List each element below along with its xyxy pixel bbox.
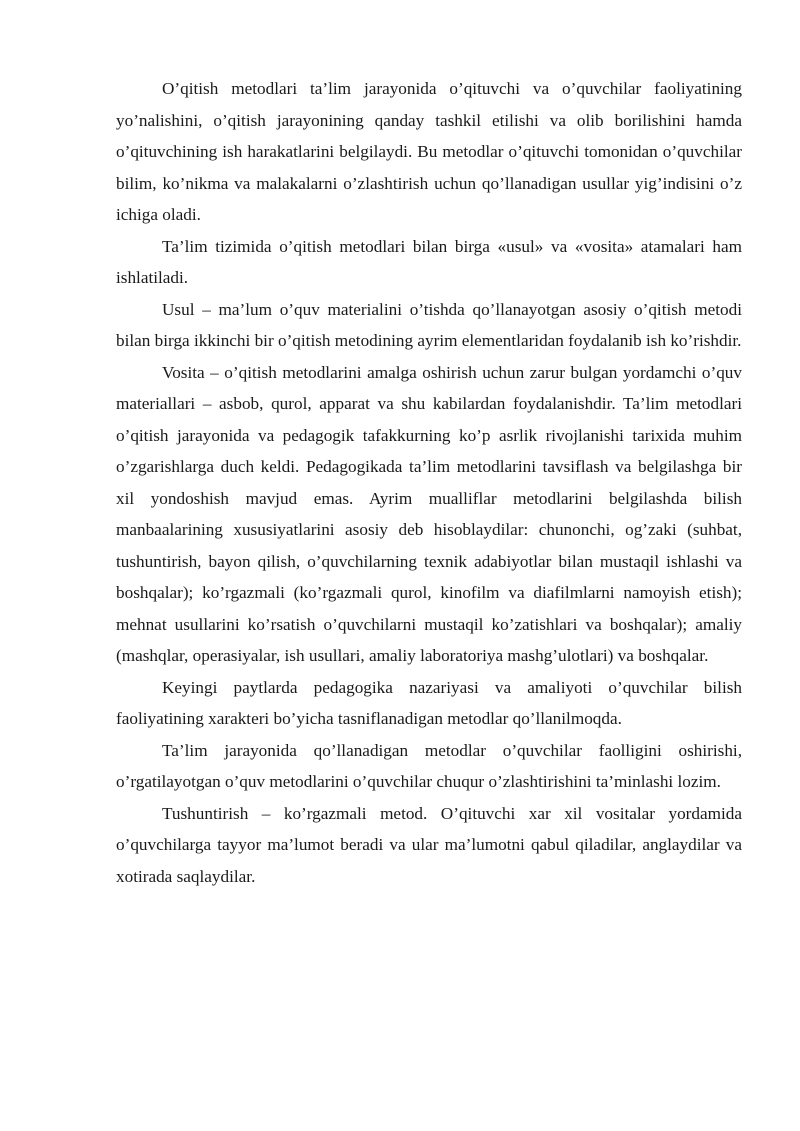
- paragraph-6: Ta’lim jarayonida qo’llanadigan metodlar o’quvchilar faolligini oshirishi, o’rgatilayotgan o’quv metodlarini o’quvchilar chuqur o’zlashtirishini ta’minlashi lozim.: [116, 740, 742, 791]
- paragraph-4: Vosita – o’qitish metodlarini amalga oshirish uchun zarur bulgan yordamchi o’quv materiallari – asbob, qurol, apparat va shu kabilardan foydalanishdir. Ta’lim metodlari o’qitish jarayonida va pedagogik tafakkurning ko’p asrlik rivojlanishi tarixida muhim o’zgarishlarga duch keldi. Pedagogikada ta’lim metodlarini tavsiflash va belgilashga bir xil yondoshish mavjud emas. Ayrim mualliflar metodlarini belgilashda bilish manbaalarining xususiyatlarini asosiy deb hisoblaydilar: chunonchi, og’zaki (suhbat, tushuntirish, bayon qilish, o’quvchilarning texnik adabiyotlar bilan mustaqil ishlashi va boshqalar); ko’rgazmali (ko’rgazmali qurol, kinofilm va diafilmlarni namoyish etish); mehnat usullarini ko’rsatish o’quvchilarni mustaqil ko’zatishlari va boshqalar); amaliy (mashqlar, operasiyalar, ish usullari, amaliy laboratoriya mashg’ulotlari) va boshqalar.: [116, 362, 742, 665]
- document-body: [116, 73, 742, 892]
- paragraph-3: Usul – ma’lum o’quv materialini o’tishda qo’llanayotgan asosiy o’qitish metodi bilan birga ikkinchi bir o’qitish metodining ayrim elementlaridan foydalanib ish ko’rishdir.: [116, 299, 742, 350]
- paragraph-5: Keyingi paytlarda pedagogika nazariyasi va amaliyoti o’quvchilar bilish faoliyatining xarakteri bo’yicha tasniflanadigan metodlar qo’llanilmoqda.: [116, 677, 742, 728]
- paragraph-2: Ta’lim tizimida o’qitish metodlari bilan birga «usul» va «vosita» atamalari ham ishlatiladi.: [116, 236, 742, 287]
- paragraph-7: Tushuntirish – ko’rgazmali metod. O’qituvchi xar xil vositalar yordamida o’quvchilarga tayyor ma’lumot beradi va ular ma’lumotni qabul qiladilar, anglaydilar va xotirada saqlaydilar.: [116, 803, 742, 886]
- paragraph-1: O’qitish metodlari ta’lim jarayonida o’qituvchi va o’quvchilar faoliyatining yo’nalishini, o’qitish jarayonining qanday tashkil etilishi va olib borilishini hamda o’qituvchining ish harakatlarini belgilaydi. Bu metodlar o’qituvchi tomonidan o’quvchilar bilim, ko’nikma va malakalarni o’zlashtirish uchun qo’llanadigan usullar yig’indisini o’z ichiga oladi.: [116, 79, 742, 224]
